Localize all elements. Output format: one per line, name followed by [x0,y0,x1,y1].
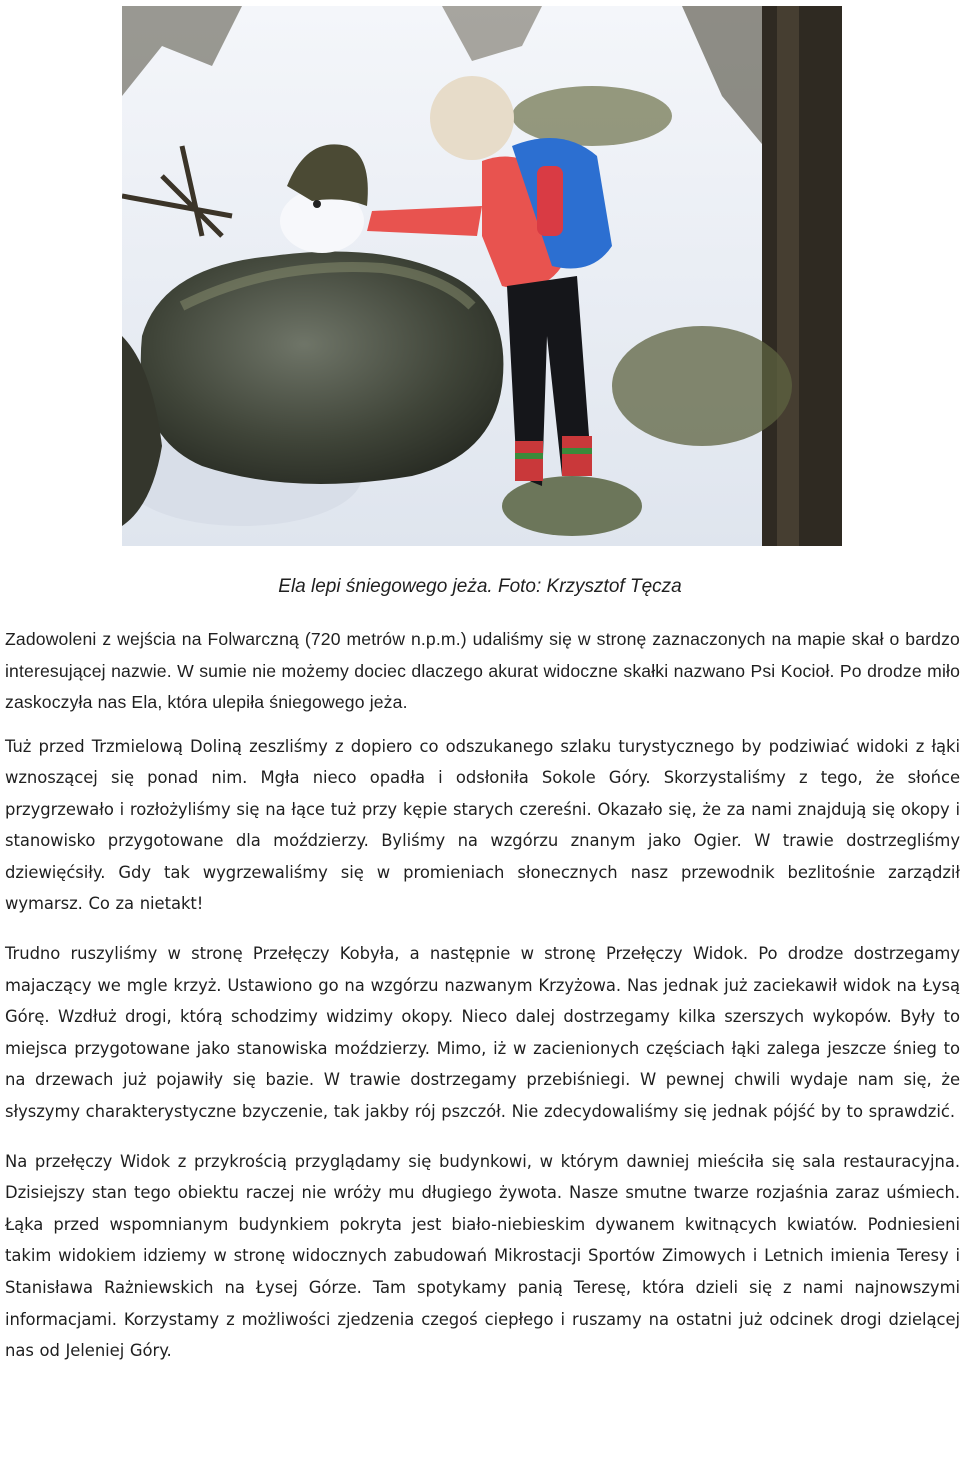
photo-illustration [122,6,842,546]
article-photo [122,6,842,546]
article-body [5,624,960,1385]
paragraph-1: Zadowoleni z wejścia na Folwarczną (720 metrów n.p.m.) udaliśmy się w stronę zaznaczonych na mapie skał o bardzo interesującej nazwie. W sumie nie możemy dociec dlaczego akurat widoczne skałki nazwano Psi Kocioł. Po drodze miło zaskoczyła nas Ela, która ulepiła śniegowego jeża. [5,629,960,712]
paragraph-2: Tuż przed Trzmielową Doliną zeszliśmy z dopiero co odszukanego szlaku turystycznego by podziwiać widoki z łąki wznoszącej się ponad nim. Mgła nieco opadła i odsłoniła Sokole Góry. Skorzystaliśmy z tego, że słońce przygrzewało i rozłożyliśmy się na łące tuż przy kępie starych czereśni. Okazało się, że za nami znajdują się okopy i stanowisko przygotowane dla moździerzy. Byliśmy na wzgórzu znanym jako Ogier. W trawie dostrzegliśmy dziewięćsiły. Gdy tak wygrzewaliśmy się w promieniach słonecznych nasz przewodnik bezlitośnie zarządził wymarsz. Co za nietakt! [5,736,960,914]
paragraph-3: Trudno ruszyliśmy w stronę Przełęczy Kobyła, a następnie w stronę Przełęczy Widok. Po drodze dostrzegamy majaczący we mgle krzyż. Ustawiono go na wzgórzu nazwanym Krzyżowa. Nas jednak już zaciekawił widok na Łysą Górę. Wzdłuż drogi, którą schodzimy widzimy okopy. Nieco dalej dostrzegamy kilka szerszych wykopów. Były to miejsca przygotowane jako stanowiska moździerzy. Mimo, iż w zacienionych częściach łąki zalega jeszcze śnieg to na drzewach już pojawiły się bazie. W trawie dostrzegamy przebiśniegi. W pewnej chwili wydaje nam się, że słyszymy charakterystyczne bzyczenie, tak jakby rój pszczół. Nie zdecydowaliśmy się jednak pójść by to sprawdzić. [5,944,960,1122]
paragraph-4: Na przełęczy Widok z przykrością przyglądamy się budynkowi, w którym dawniej mieściła się sala restauracyjna. Dzisiejszy stan tego obiektu raczej nie wróży mu długiego żywota. Nasze smutne twarze rozjaśnia zaraz uśmiech. Łąka przed wspomnianym budynkiem pokryta jest biało-niebieskim dywanem kwitnących kwiatów. Podniesieni takim widokiem idziemy w stronę widocznych zabudowań Mikrostacji Sportów Zimowych i Letnich imienia Teresy i Stanisława Rażniewskich na Łysej Górze. Tam spotykamy panią Teresę, która dzieli się z nami najnowszymi informacjami. Korzystamy z możliwości zjedzenia czegoś ciepłego i ruszamy na ostatni już odcinek drogi dzielącej nas od Jeleniej Góry. [5,1151,960,1361]
photo-caption: Ela lepi śniegowego jeża. Foto: Krzysztof Tęcza [278,576,682,597]
